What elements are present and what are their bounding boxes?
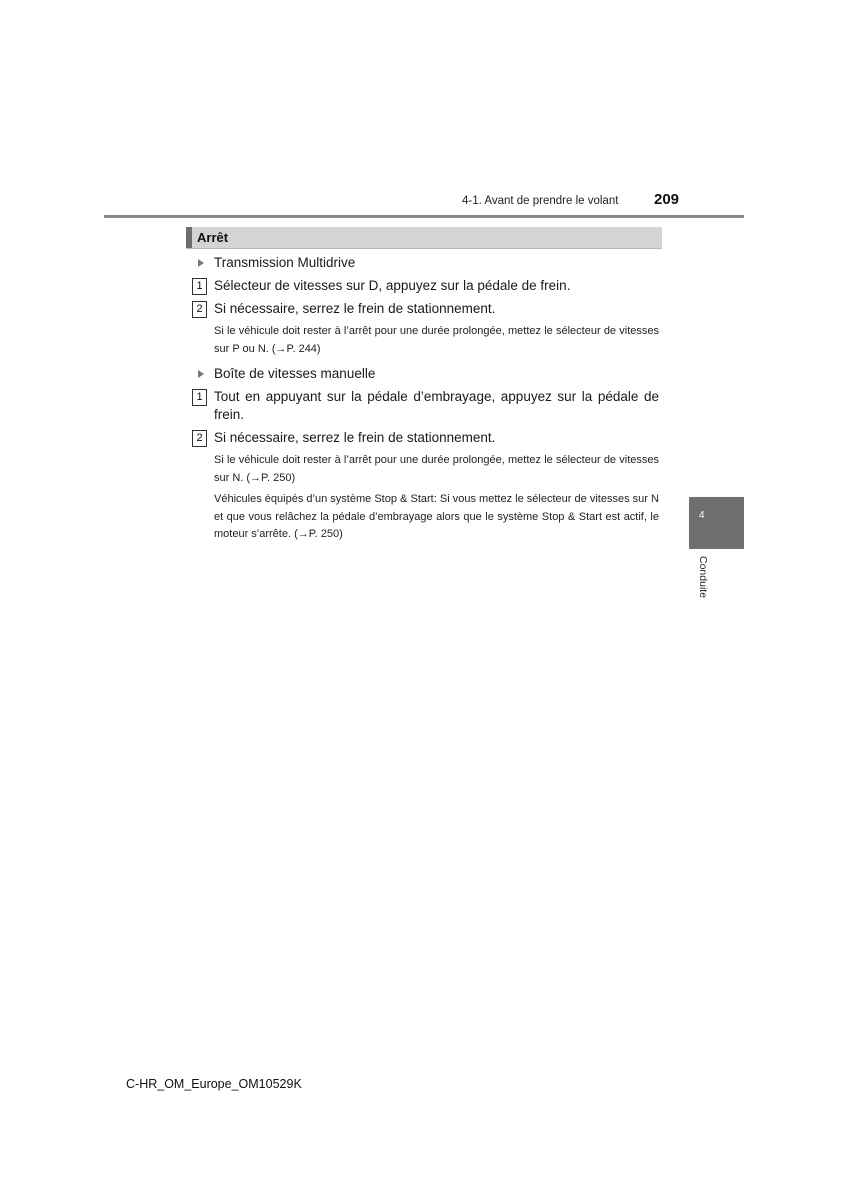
section-title: Arrêt (197, 230, 229, 245)
header-rule (104, 215, 744, 218)
subhead-text: Transmission Multidrive (214, 255, 356, 270)
step-text: Si nécessaire, serrez le frein de stationnement. (214, 301, 496, 316)
triangle-bullet-icon (198, 370, 204, 378)
step-number-box: 1 (192, 389, 207, 406)
step-item (192, 388, 659, 424)
step-text: Sélecteur de vitesses sur D, appuyez sur la pédale de frein. (214, 278, 571, 293)
note-text: Si le véhicule doit rester à l’arrêt pour une durée prolongée, mettez le sélecteur de vitesses sur P ou N. (→P. 244) (214, 325, 659, 355)
step-item (192, 300, 659, 318)
subhead (192, 254, 659, 272)
step-text: Tout en appuyant sur la pédale d’embrayage, appuyez sur la pédale de frein. (214, 389, 659, 422)
footer-code: C-HR_OM_Europe_OM10529K (126, 1077, 302, 1091)
step-number-box: 2 (192, 430, 207, 447)
chapter-number: 4 (699, 510, 705, 521)
subhead (192, 365, 659, 383)
header-section-title: 4-1. Avant de prendre le volant (462, 195, 619, 207)
content (192, 254, 659, 548)
block-manual (192, 365, 659, 544)
chapter-label: Conduite (697, 556, 709, 599)
chapter-tab (689, 497, 744, 549)
step-item (192, 429, 659, 447)
step-item (192, 277, 659, 295)
triangle-bullet-icon (198, 259, 204, 267)
note-text: Véhicules équipés d’un système Stop & Start: Si vous mettez le sélecteur de vitesses sur N et que vous relâchez la pédale d’embrayage alors que le système Stop & Start est actif, le moteur s’arrête. (→P. 250) (214, 493, 659, 540)
step-number-box: 1 (192, 278, 207, 295)
page-number: 209 (654, 191, 680, 208)
title-accent (186, 227, 192, 248)
step-number-box: 2 (192, 301, 207, 318)
subhead-text: Boîte de vitesses manuelle (214, 366, 376, 381)
step-text: Si nécessaire, serrez le frein de stationnement. (214, 430, 496, 445)
section-title-bar (186, 227, 662, 249)
block-multidrive (192, 254, 659, 358)
note-text: Si le véhicule doit rester à l’arrêt pour une durée prolongée, mettez le sélecteur de vitesses sur N. (→P. 250) (214, 454, 659, 484)
